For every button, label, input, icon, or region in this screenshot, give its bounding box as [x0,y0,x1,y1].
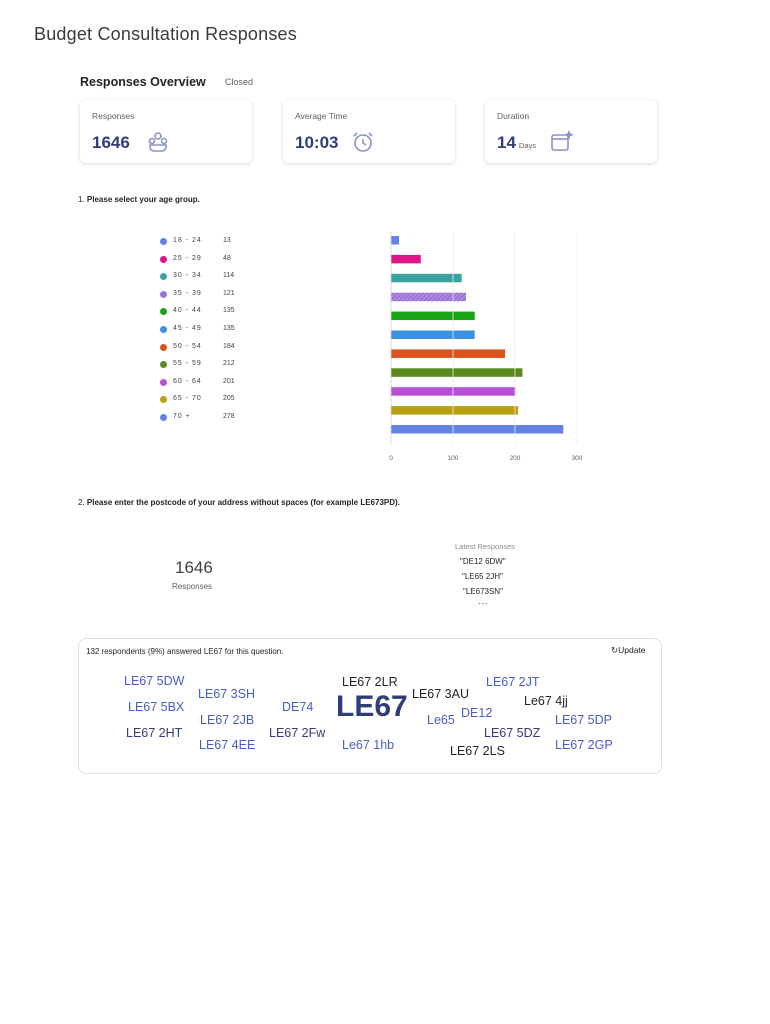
card-value: 1646 [92,133,130,152]
legend-dot [160,414,167,421]
legend-dot [160,308,167,315]
refresh-icon: ↻ [611,645,619,655]
legend-count: 48 [223,254,231,262]
legend-count: 121 [223,289,235,297]
legend-label: 55 - 59 [173,360,202,368]
bar [391,274,462,283]
legend-label: 30 - 34 [173,272,202,280]
legend-dot [160,238,167,245]
x-tick-label: 0 [389,454,393,460]
more-responses-link[interactable]: ... [478,596,489,606]
card-value: 10:03 [295,133,339,152]
legend-count: 13 [223,237,231,244]
legend-label: 25 - 29 [173,254,202,262]
latest-response: "LE673SN" [463,587,503,596]
bar [391,331,475,340]
latest-response: "DE12 6DW" [460,557,506,566]
average-time-card [283,100,455,163]
legend-count: 135 [223,325,235,332]
legend-dot [160,361,167,368]
legend-count: 201 [223,377,235,385]
legend-count: 278 [223,413,235,420]
bar [391,368,522,377]
latest-response: "LE65 2JH" [462,572,503,581]
question-2: 2. Please enter the postcode of your address without spaces (for example LE673PD). [78,498,400,507]
legend-dot [160,256,167,263]
legend-dot [160,379,167,386]
bar [391,425,563,434]
word-cloud-summary: 132 respondents (9%) answered LE67 for this question. [86,647,284,656]
duration-card [485,100,657,163]
response-count: 1646 [175,558,213,577]
legend-count: 184 [223,342,235,350]
card-label: Average Time [295,111,348,121]
legend-count: 212 [223,360,235,368]
word-cloud-term[interactable]: LE67 2LR [342,675,398,689]
legend-count: 205 [223,395,235,403]
legend-label: 45 - 49 [173,325,202,332]
word-cloud-term[interactable]: LE67 2LS [450,744,505,758]
word-cloud-term[interactable]: LE67 2Fw [269,726,326,740]
word-cloud-term[interactable]: LE67 5DZ [484,726,541,740]
x-tick-label: 300 [571,454,583,460]
bar [391,255,421,264]
age-group-bar-chart [380,232,600,460]
word-cloud-term[interactable]: LE67 4EE [199,738,256,752]
word-cloud-term[interactable]: LE67 2JB [200,713,255,727]
update-button[interactable] [611,645,646,656]
bar [391,312,475,321]
update-label: Update [618,645,646,655]
word-cloud-term[interactable]: LE67 3AU [412,687,469,701]
legend-dot [160,291,167,298]
legend-label: 65 - 70 [173,395,202,403]
bar [391,406,518,415]
page-title: Budget Consultation Responses [34,24,297,44]
question-1: 1. Please select your age group. [78,195,200,204]
word-cloud-term[interactable]: DE74 [282,700,314,714]
word-cloud-term[interactable]: LE67 5DW [124,674,185,688]
word-cloud-term[interactable]: LE67 2JT [486,675,540,689]
legend-count: 135 [223,307,235,315]
legend-dot [160,273,167,280]
legend-label: 35 - 39 [173,289,202,297]
legend-dot [160,326,167,333]
card-value: 14 Days [497,133,537,152]
overview-title: Responses Overview [80,75,206,89]
bar [391,293,466,302]
legend-label: 50 - 54 [173,342,202,350]
word-cloud-term[interactable]: LE67 5BX [128,700,185,714]
word-cloud-term[interactable]: Le67 4jj [524,694,568,708]
card-label: Responses [92,111,135,121]
legend-count: 114 [223,272,235,280]
x-tick-label: 100 [447,454,459,460]
word-cloud-term[interactable]: LE67 [336,690,408,723]
word-cloud-term[interactable]: LE67 2HT [126,726,183,740]
word-cloud-term[interactable]: LE67 3SH [198,687,255,701]
legend-label: 70 + [173,413,191,420]
x-tick-label: 200 [509,454,521,460]
calendar-sparkle-icon [549,130,573,154]
word-cloud-term[interactable]: DE12 [461,706,493,720]
responses-card [80,100,252,163]
word-cloud-term[interactable]: LE67 2GP [555,738,613,752]
alarm-clock-icon [351,130,375,154]
bar [391,236,399,245]
legend-label: 40 - 44 [173,307,202,315]
latest-responses-title: Latest Responses [455,542,516,551]
responses-icon [146,130,170,154]
legend-label: 60 - 64 [173,377,202,385]
legend-dot [160,344,167,351]
status-badge: Closed [225,77,254,87]
word-cloud-term[interactable]: Le65 [427,713,455,727]
word-cloud-term[interactable]: LE67 5DP [555,713,612,727]
legend-dot [160,396,167,403]
card-label: Duration [497,111,530,121]
legend-label: 18 - 24 [173,237,202,244]
word-cloud-term[interactable]: Le67 1hb [342,738,395,752]
bar [391,349,505,358]
response-count-label: Responses [172,582,213,591]
card-unit: Days [518,141,537,150]
